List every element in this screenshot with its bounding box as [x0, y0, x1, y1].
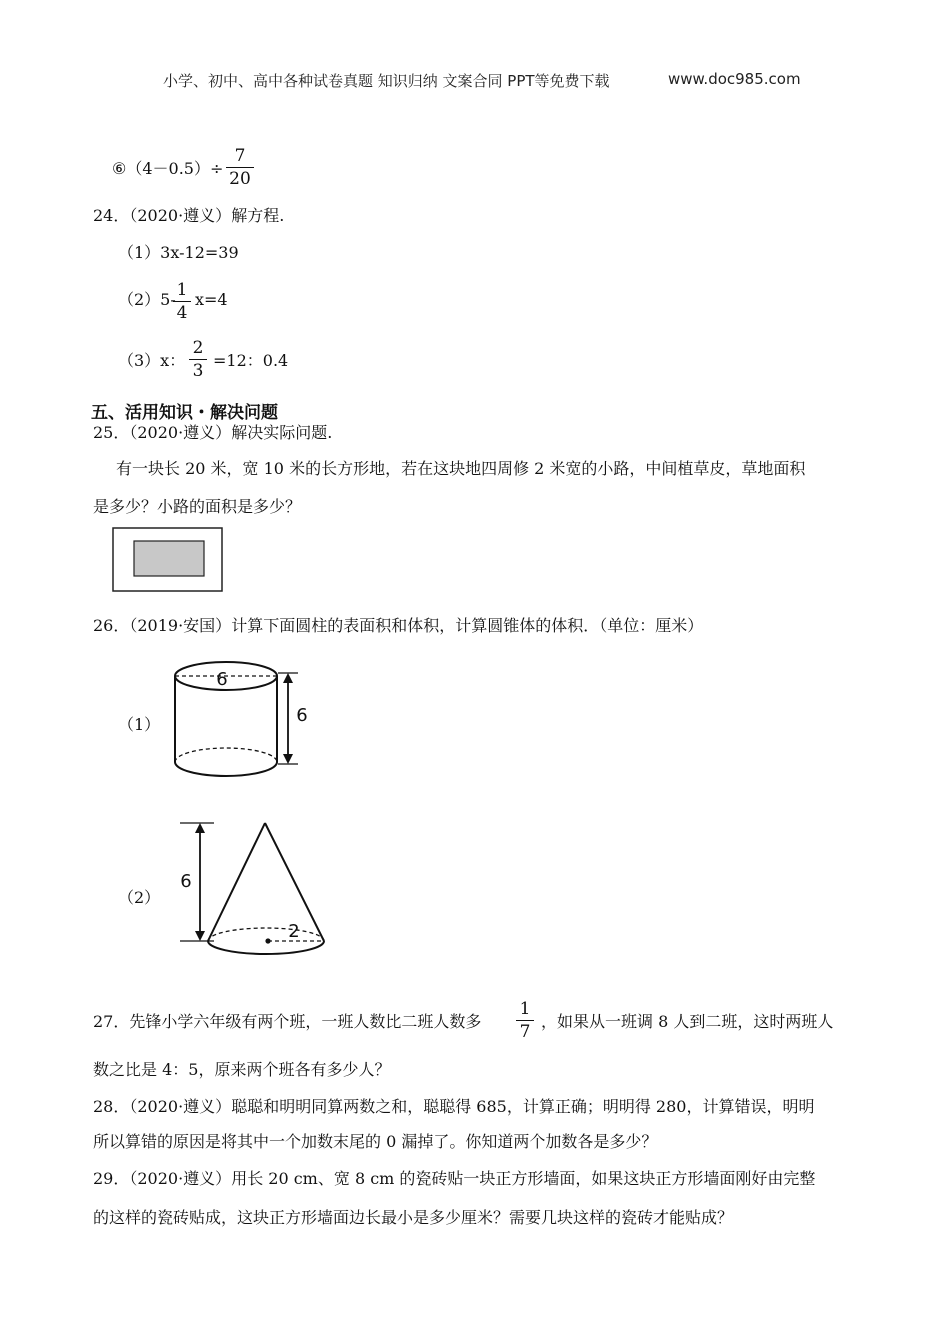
question-title: 计算下面圆柱的表面积和体积，计算圆锥体的体积．（单位：厘米） — [231, 616, 704, 635]
cone-left-edge — [208, 823, 265, 941]
q24-part1: （1）3x-12=39 — [118, 243, 239, 262]
q25-field-diagram — [112, 527, 224, 593]
cone-height-label: 6 — [180, 871, 192, 892]
header-site-link[interactable]: www.doc985.com — [668, 70, 801, 88]
q24-part3-suffix: =12：0.4 — [213, 351, 289, 370]
q24-part2-suffix: x=4 — [195, 290, 228, 309]
q24-heading — [93, 206, 284, 226]
arrow-head-top — [195, 823, 205, 833]
q25-text-line1: 有一块长 20 米，宽 10 米的长方形地，若在这块地四周修 2 米宽的小路，中间植草皮，草地面积 — [116, 459, 806, 478]
question-source: （2019·安国） — [129, 616, 232, 635]
question-number: 26． — [93, 616, 130, 635]
fraction-bar — [516, 1020, 534, 1021]
question-title: 解方程. — [231, 206, 285, 225]
question-number: 28． — [93, 1097, 130, 1116]
cylinder-bottom-front — [175, 762, 277, 776]
q27-fraction — [516, 999, 534, 1042]
q24-part2-prefix: （2）5- — [118, 290, 176, 309]
fraction-bar — [173, 301, 191, 302]
q27-text-line1-suffix: ，如果从一班调 8 人到二班，这时两班人 — [541, 1012, 834, 1031]
fraction-numerator: 1 — [176, 280, 188, 300]
q28-line2: 所以算错的原因是将其中一个加数末尾的 0 漏掉了。你知道两个加数各是多少？ — [93, 1132, 658, 1151]
q26-part2-label: （2） — [118, 888, 161, 907]
fraction-numerator: 7 — [234, 146, 246, 166]
cone-diagram — [172, 815, 332, 965]
question-source: （2020·遵义） — [129, 206, 232, 225]
q26-part1-label: （1） — [118, 715, 161, 734]
q27-text-line1-prefix: 27．先锋小学六年级有两个班，一班人数比二班人数多 — [93, 1012, 482, 1031]
section-5-title: 五、活用知识・解决问题 — [91, 403, 278, 423]
fraction-denominator: 4 — [176, 303, 188, 323]
q29-text: 用长 20 cm、宽 8 cm 的瓷砖贴一块正方形墙面，如果这块正方形墙面刚好由完整 — [231, 1169, 816, 1188]
question-title: 解决实际问题. — [231, 423, 333, 442]
q25-heading — [93, 423, 332, 443]
q28-text: 聪聪和明明同算两数之和，聪聪得 685，计算正确；明明得 280，计算错误，明明 — [231, 1097, 815, 1116]
header-tagline: 小学、初中、高中各种试卷真题 知识归纳 文案合同 PPT等免费下载 — [163, 72, 610, 90]
q24-part3-fraction — [189, 338, 207, 381]
q25-text-line2: 是多少？小路的面积是多少？ — [93, 497, 302, 516]
q24-part2-fraction — [173, 280, 191, 323]
q24-part3-prefix: （3）x： — [118, 351, 186, 370]
q29-line1 — [93, 1169, 815, 1189]
question-number: 29． — [93, 1169, 130, 1188]
cylinder-height-label: 6 — [296, 705, 308, 726]
cylinder-diagram — [170, 655, 320, 780]
q26-heading — [93, 616, 703, 636]
question-number: 25． — [93, 423, 130, 442]
fraction-denominator: 20 — [229, 169, 251, 189]
inner-grass-rect — [134, 541, 204, 576]
arrow-head-top — [283, 673, 293, 683]
cone-base-front — [208, 941, 324, 954]
q29-line2: 的这样的瓷砖贴成，这块正方形墙面边长最小是多少厘米？需要几块这样的瓷砖才能贴成？ — [93, 1208, 734, 1227]
arrow-head-bottom — [283, 754, 293, 764]
question-source: （2020·遵义） — [129, 1097, 232, 1116]
q23-part6-fraction — [226, 146, 254, 189]
question-source: （2020·遵义） — [129, 1169, 232, 1188]
cylinder-diameter-label: 6 — [216, 669, 228, 690]
cone-base-back — [208, 928, 324, 941]
q28-line1 — [93, 1097, 814, 1117]
fraction-numerator: 2 — [192, 338, 204, 358]
fraction-numerator: 1 — [519, 999, 531, 1019]
arrow-head-bottom — [195, 931, 205, 941]
fraction-denominator: 3 — [192, 361, 204, 381]
question-source: （2020·遵义） — [129, 423, 232, 442]
fraction-bar — [189, 359, 207, 360]
cone-radius-label: 2 — [288, 921, 300, 942]
q23-part6-expression: ⑥（4－0.5）÷ — [112, 159, 224, 178]
question-number: 24． — [93, 206, 130, 225]
fraction-bar — [226, 167, 254, 168]
fraction-denominator: 7 — [519, 1022, 531, 1042]
cylinder-bottom-back — [175, 748, 277, 762]
q27-text-line2: 数之比是 4：5，原来两个班各有多少人？ — [93, 1060, 391, 1079]
